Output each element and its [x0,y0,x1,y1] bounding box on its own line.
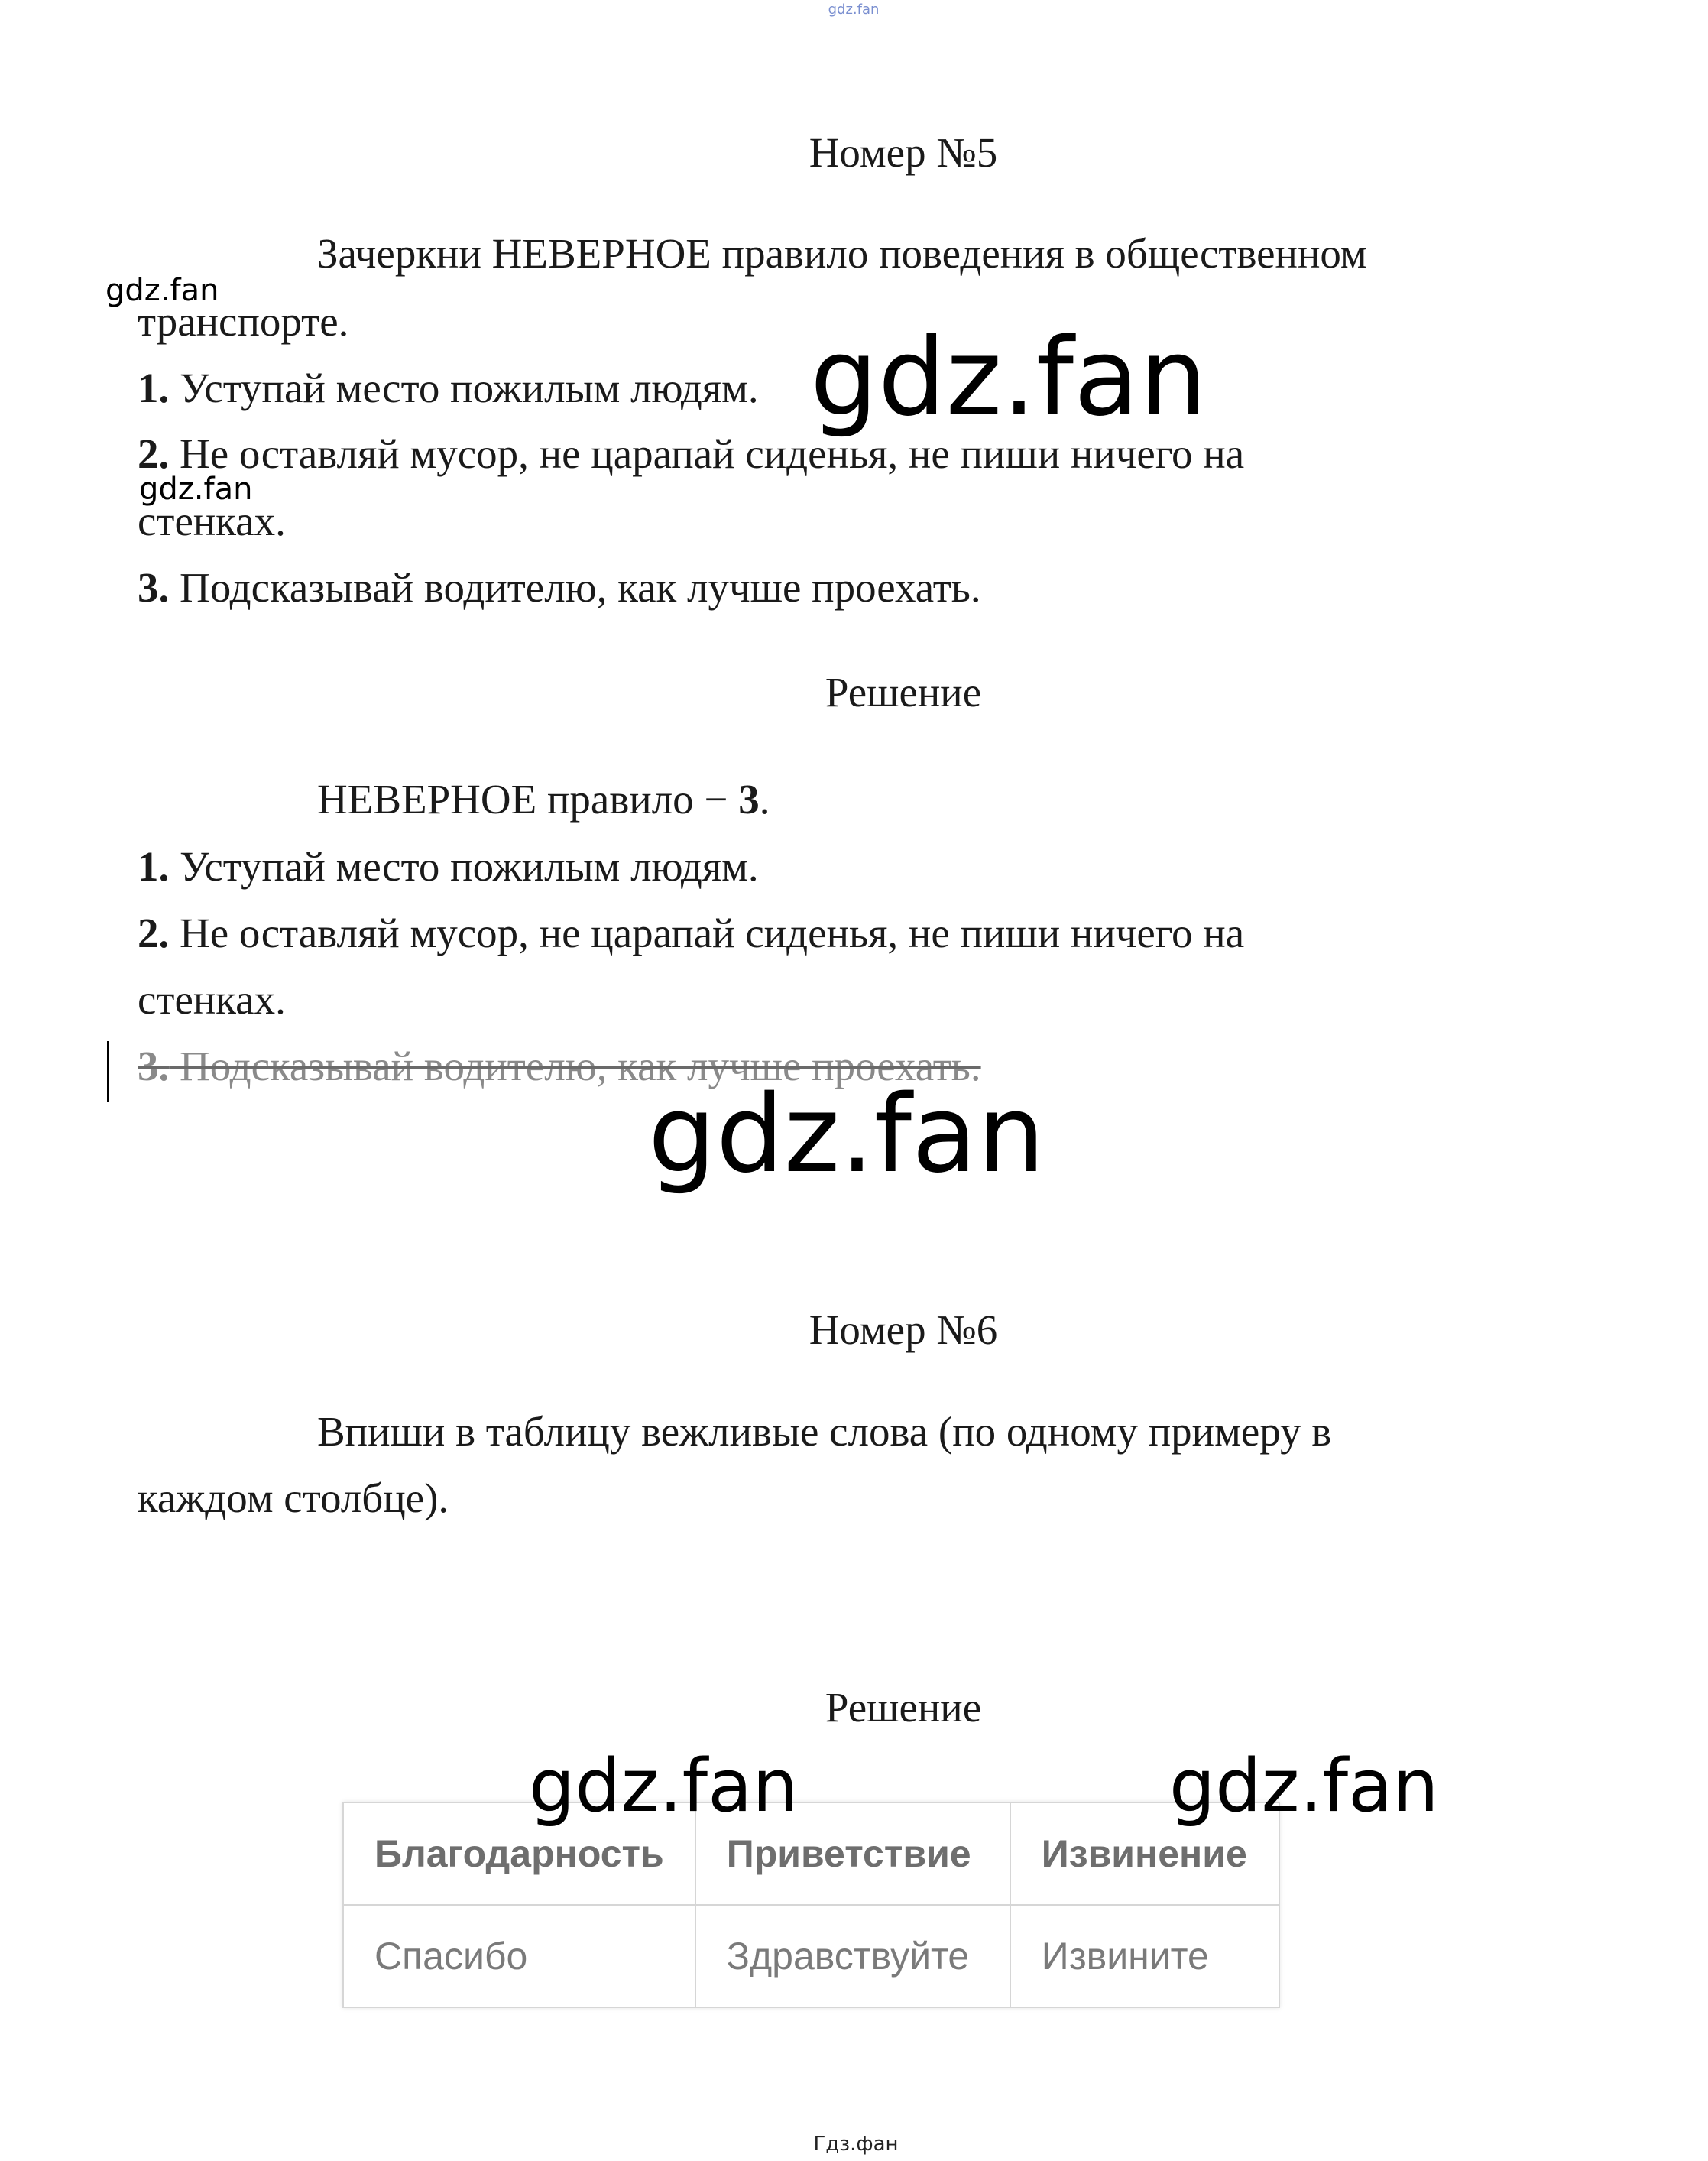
task5-item-2-cont: стенках. [138,498,286,544]
watermark-small: gdz.fan [105,273,219,308]
table-row [343,1905,1279,2007]
task5-solution-item-2-cont: стенках. [138,976,286,1023]
task5-item-2: 2. Не оставляй мусор, не царапай сиденья, не пиши ничего на [138,430,1245,477]
polite-words-table [342,1802,1280,2008]
watermark-large: gdz.fan [810,316,1207,440]
watermark-large: gdz.fan [648,1072,1045,1197]
text-cursor [107,1041,109,1102]
task5-item-1: 1. Уступай место пожилым людям. [138,365,759,411]
watermark-small: gdz.fan [139,472,253,507]
table-cell: Спасибо [343,1905,695,2007]
header-watermark: gdz.fan [828,2,880,18]
task5-prompt-line2: транспорте. [138,298,349,345]
footer-text: Гдз.фан [813,2133,899,2156]
task5-title: Номер №5 [809,129,998,176]
watermark-medium: gdz.fan [529,1744,799,1828]
task6-title: Номер №6 [809,1306,998,1353]
task5-prompt-line1: Зачеркни НЕВЕРНОЕ правило поведения в общественном [317,230,1367,277]
task5-item-3: 3. Подсказывай водителю, как лучше проехать. [138,564,981,611]
task5-solution-item-3-struck: 3. Подсказывай водителю, как лучше проехать. [138,1043,981,1089]
task5-solution-item-2: 2. Не оставляй мусор, не царапай сиденья, не пиши ничего на [138,910,1245,956]
task6-prompt-line2: каждом столбце). [138,1475,449,1521]
task6-solution-title: Решение [825,1684,982,1731]
watermark-medium: gdz.fan [1169,1744,1439,1828]
table-cell: Извините [1010,1905,1279,2007]
table-header-cell: Извинение [1010,1802,1279,1905]
task5-solution-title: Решение [825,669,982,715]
task5-solution-item-1: 1. Уступай место пожилым людям. [138,843,759,890]
table-cell: Здравствуйте [695,1905,1010,2007]
table-header-row [343,1802,1279,1905]
task6-prompt-line1: Впиши в таблицу вежливые слова (по одному примеру в [317,1408,1332,1455]
table-header-cell: Приветствие [695,1802,1010,1905]
table-header-cell: Благодарность [343,1802,695,1905]
task5-answer: НЕВЕРНОЕ правило − 3. [317,776,770,823]
